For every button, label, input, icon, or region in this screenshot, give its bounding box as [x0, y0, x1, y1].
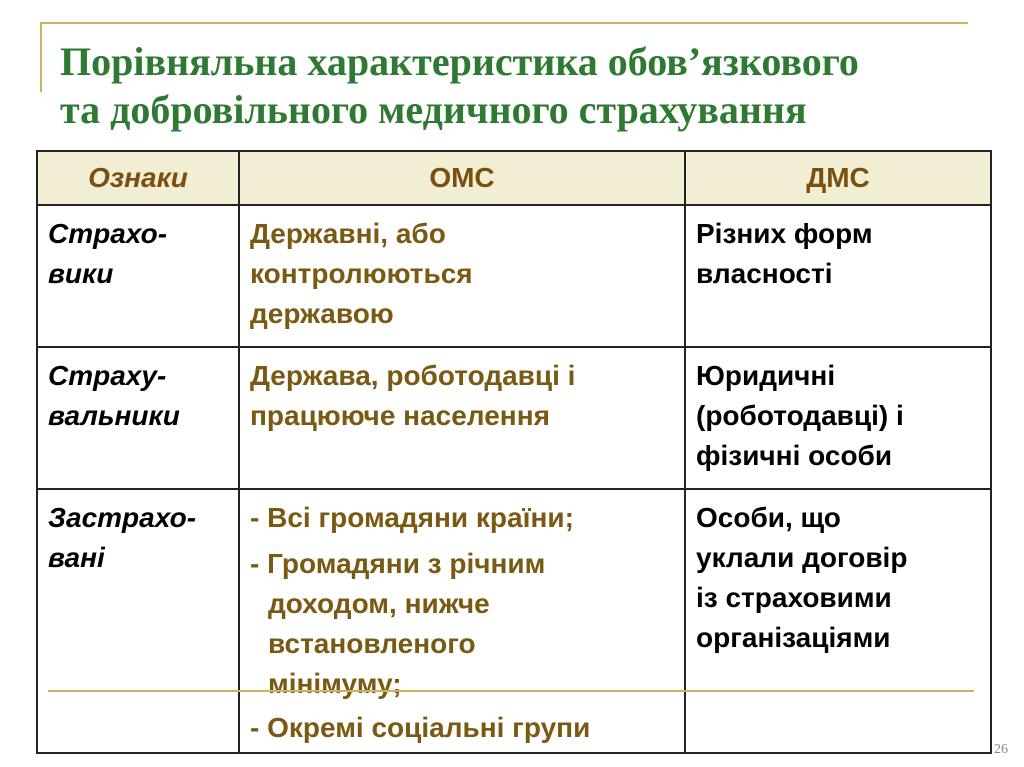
cell-oms-insured [239, 489, 685, 753]
text-line: державою [250, 298, 394, 329]
cell-dms-insured [685, 489, 991, 753]
text-line: уклали договір [696, 542, 908, 573]
text-line: працююче населення [250, 400, 550, 431]
page-number: 26 [994, 742, 1008, 757]
list-item [250, 708, 674, 748]
text-line: Держава, роботодавці і [250, 360, 576, 391]
text-line: Страхо- [48, 218, 168, 249]
text-line: - Громадяни з річним [250, 548, 546, 579]
cell-feature-insurers [37, 205, 239, 347]
header-dms: ДМС [685, 151, 991, 205]
cell-dms-policyholders [685, 347, 991, 489]
cell-feature-policyholders [37, 347, 239, 489]
text-line: вики [48, 258, 114, 289]
text-line: доходом, нижче [268, 588, 490, 619]
text-line: Різних форм [696, 218, 873, 249]
text-line: організаціями [696, 622, 891, 653]
text-line: із страховими [696, 582, 892, 613]
slide-title-line-1: Порівняльна характеристика обов’язкового [60, 39, 859, 84]
text-line: Державні, або [250, 218, 446, 249]
decor-frame-bottom [48, 690, 974, 692]
cell-oms-insurers [239, 205, 685, 347]
cell-feature-insured [37, 489, 239, 753]
text-line: - Окремі соціальні групи [250, 712, 591, 743]
cell-oms-policyholders [239, 347, 685, 489]
text-line: мінімуму; [268, 668, 402, 699]
header-features: Ознаки [37, 151, 239, 205]
text-line: контролюються [250, 258, 473, 289]
table-row-insurers [37, 205, 991, 347]
decor-frame-left [40, 22, 42, 92]
header-oms: ОМС [239, 151, 685, 205]
text-line: Застрахо- [48, 502, 197, 533]
text-line: - Всі громадяни країни; [250, 502, 574, 533]
comparison-table [36, 150, 992, 754]
table-header-row [37, 151, 991, 205]
list-item [250, 498, 674, 538]
table-row-policyholders [37, 347, 991, 489]
text-line: вальники [48, 400, 180, 431]
text-line: Страху- [48, 360, 167, 391]
list-item [250, 544, 674, 704]
cell-dms-insurers [685, 205, 991, 347]
table-row-insured [37, 489, 991, 753]
text-line: Юридичні [696, 360, 836, 391]
text-line: Особи, що [696, 502, 841, 533]
decor-frame-top [40, 22, 968, 24]
slide-title [60, 38, 980, 134]
text-line: власності [696, 258, 833, 289]
text-line: фізичні особи [696, 440, 893, 471]
text-line: (роботодавці) і [696, 400, 904, 431]
text-line: встановленого [268, 628, 476, 659]
text-line: вані [48, 542, 105, 573]
slide-title-line-2: та добровільного медичного страхування [60, 87, 807, 132]
